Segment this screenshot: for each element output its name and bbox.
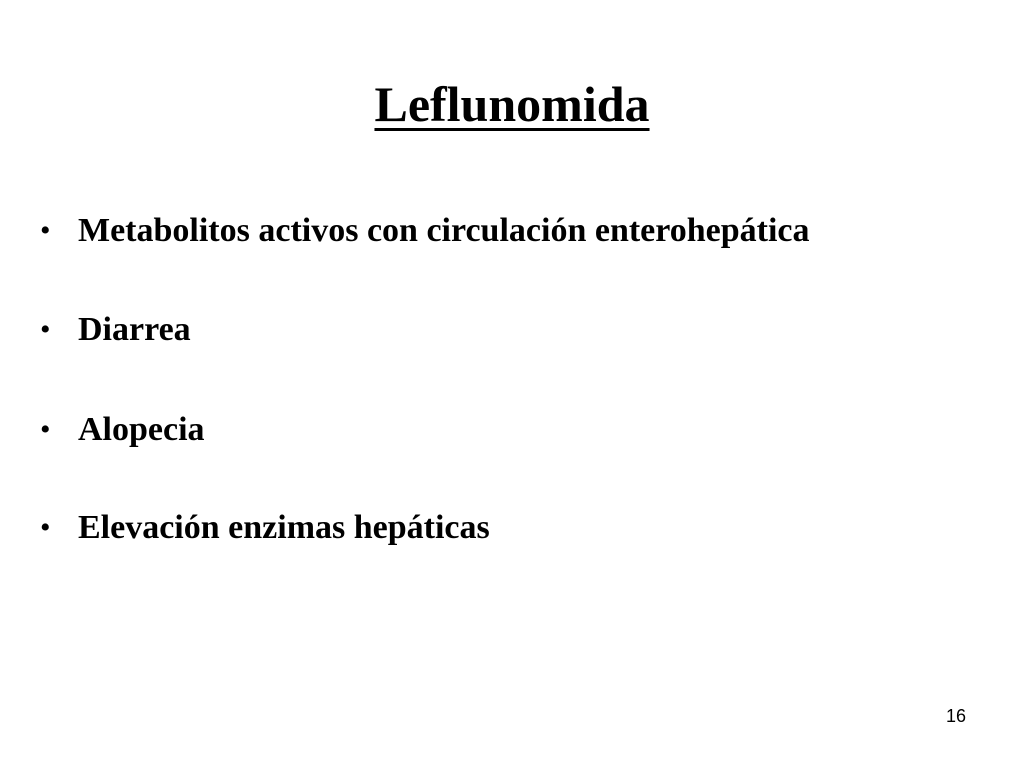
bullet-item: [40, 504, 490, 552]
bullet-dot-icon: •: [40, 511, 51, 544]
bullet-dot-icon: •: [40, 413, 51, 446]
bullet-text: Diarrea: [78, 311, 191, 348]
bullet-text: Elevación enzimas hepáticas: [78, 509, 490, 546]
bullet-dot-icon: •: [40, 214, 51, 247]
slide-title-text: Leflunomida: [374, 75, 650, 132]
bullet-text: Metabolitos activos con circulación enterohepática: [78, 212, 810, 249]
bullet-item: [40, 406, 205, 454]
bullet-item: [40, 306, 191, 354]
page-number: 16: [945, 706, 966, 726]
bullet-dot-icon: •: [40, 313, 51, 346]
bullet-item: [40, 207, 810, 255]
bullet-text: Alopecia: [78, 411, 205, 448]
